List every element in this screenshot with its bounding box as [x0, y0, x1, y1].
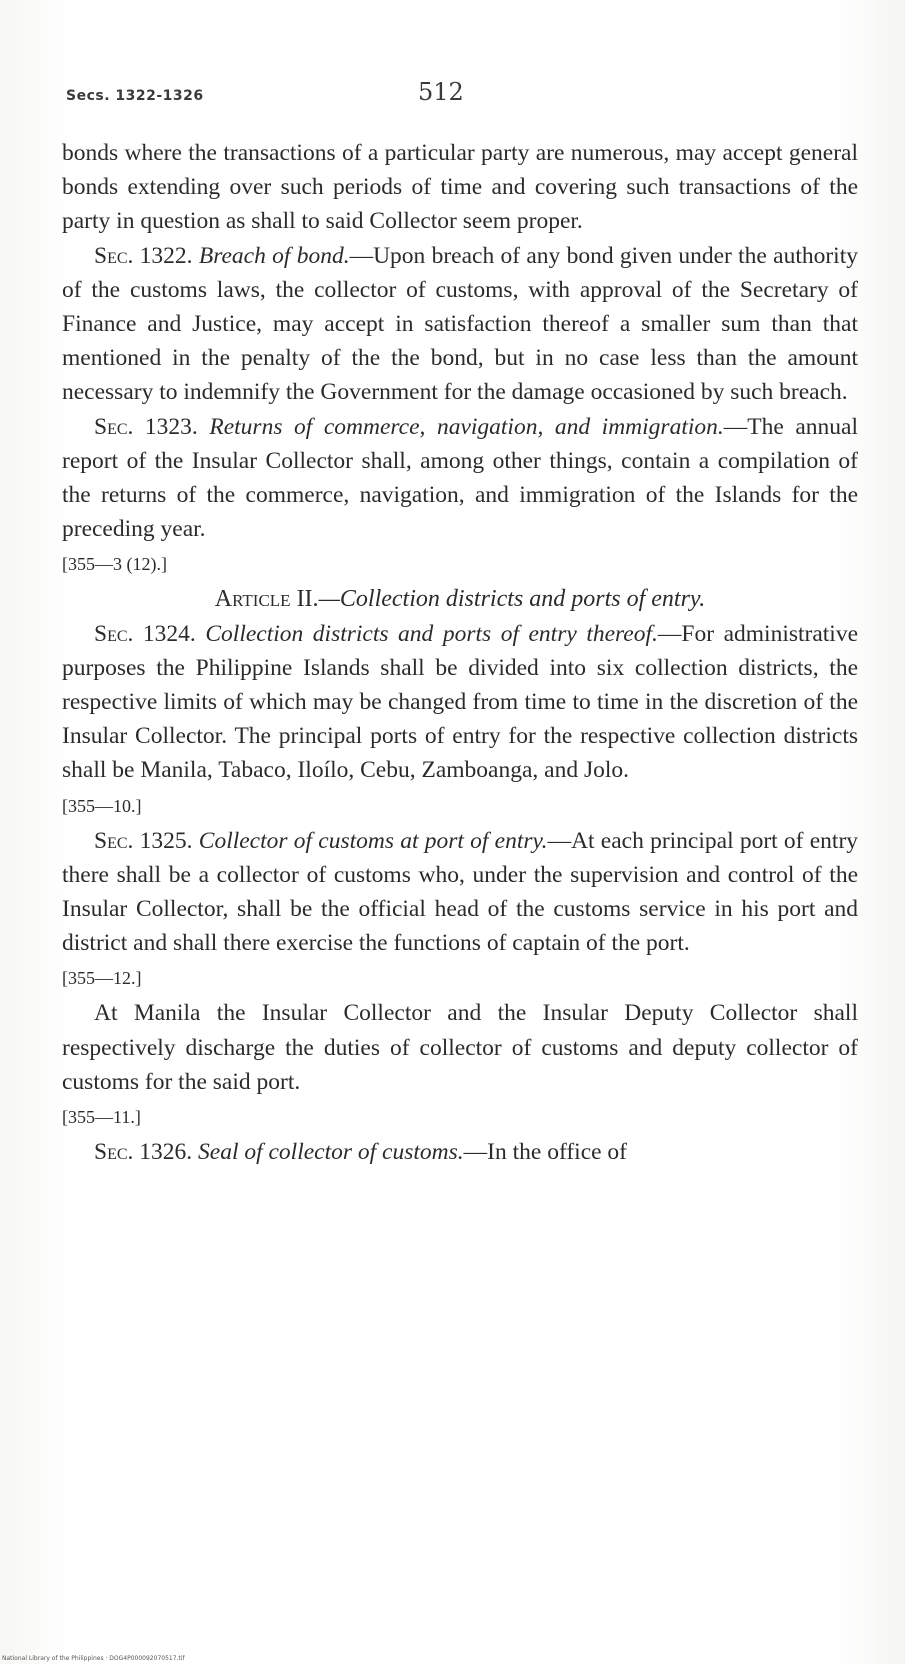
- section-1324: [62, 617, 858, 788]
- section-text: —For administrative purposes the Philippine Islands shall be divided into six collection districts, the respective limits of which may be changed from time to time in the discretion of the Insular Collector. The principal ports of entry for the respective collection districts shall be Manila, Tabaco, Iloílo, Cebu, Zamboanga, and Jolo.: [62, 620, 859, 784]
- article-title: —Collection districts and ports of entry.: [318, 586, 706, 613]
- section-label: Sec. 1323.: [94, 413, 198, 440]
- section-text: —In the office of: [463, 1139, 628, 1166]
- section-1326: [62, 1135, 858, 1169]
- section-title: Seal of collector of customs.: [198, 1139, 464, 1166]
- section-label: Sec. 1325.: [94, 827, 193, 854]
- reference-note: [355—10.]: [62, 795, 142, 816]
- page-header: [66, 78, 856, 118]
- section-title: Breach of bond.: [198, 242, 350, 269]
- section-label: Sec. 1326.: [94, 1139, 193, 1166]
- section-text: —The annual report of the Insular Collector shall, among other things, contain a compilation of the returns of the commerce, navigation, and immigration of the Islands for the preceding year.: [62, 413, 858, 543]
- section-1325: [62, 824, 858, 961]
- manila-paragraph: At Manila the Insular Collector and the Insular Deputy Collector shall respectively discharge the duties of collector of customs and deputy collector of customs for the said port.: [62, 1000, 858, 1095]
- reference-note: [355—3 (12).]: [62, 554, 167, 575]
- reference-note: [355—11.]: [62, 1107, 141, 1128]
- section-1323: [62, 410, 858, 547]
- article-heading: [62, 582, 858, 616]
- paragraph-continuation: bonds where the transactions of a particular party are numerous, may accept general bonds extending over such periods of time and covering such transactions of the party in question as shall to said Collector seem proper.: [62, 140, 858, 235]
- section-1322: [62, 239, 858, 410]
- page-number: 512: [418, 78, 464, 106]
- section-text: —Upon breach of any bond given under the authority of the customs laws, the collector of customs, with approval of the Secretary of Finance and Justice, may accept in satisfaction thereof a smaller sum than that mentioned in the penalty of the the bond, but in no case less than the amount necessary to indemnify the Government for the damage occasioned by such breach.: [62, 242, 858, 406]
- section-label: Sec. 1322.: [94, 242, 193, 269]
- section-text: —At each principal port of entry there shall be a collector of customs who, under the supervision and control of the Insular Collector, shall be the official head of the customs service in his port and district and shall there exercise the functions of captain of the port.: [62, 827, 859, 957]
- section-label: Sec. 1324.: [94, 620, 196, 647]
- section-title: Collector of customs at port of entry.: [198, 827, 548, 854]
- body-text: [62, 136, 858, 1169]
- section-title: Returns of commerce, navigation, and immigration.: [209, 413, 724, 440]
- scan-footer: National Library of the Philippines · DOG4P000092070517.tif: [2, 1655, 185, 1662]
- section-range: Secs. 1322-1326: [66, 88, 204, 104]
- reference-note: [355—12.]: [62, 968, 142, 989]
- article-label: Article II.: [214, 586, 319, 613]
- section-title: Collection districts and ports of entry thereof.: [205, 620, 658, 647]
